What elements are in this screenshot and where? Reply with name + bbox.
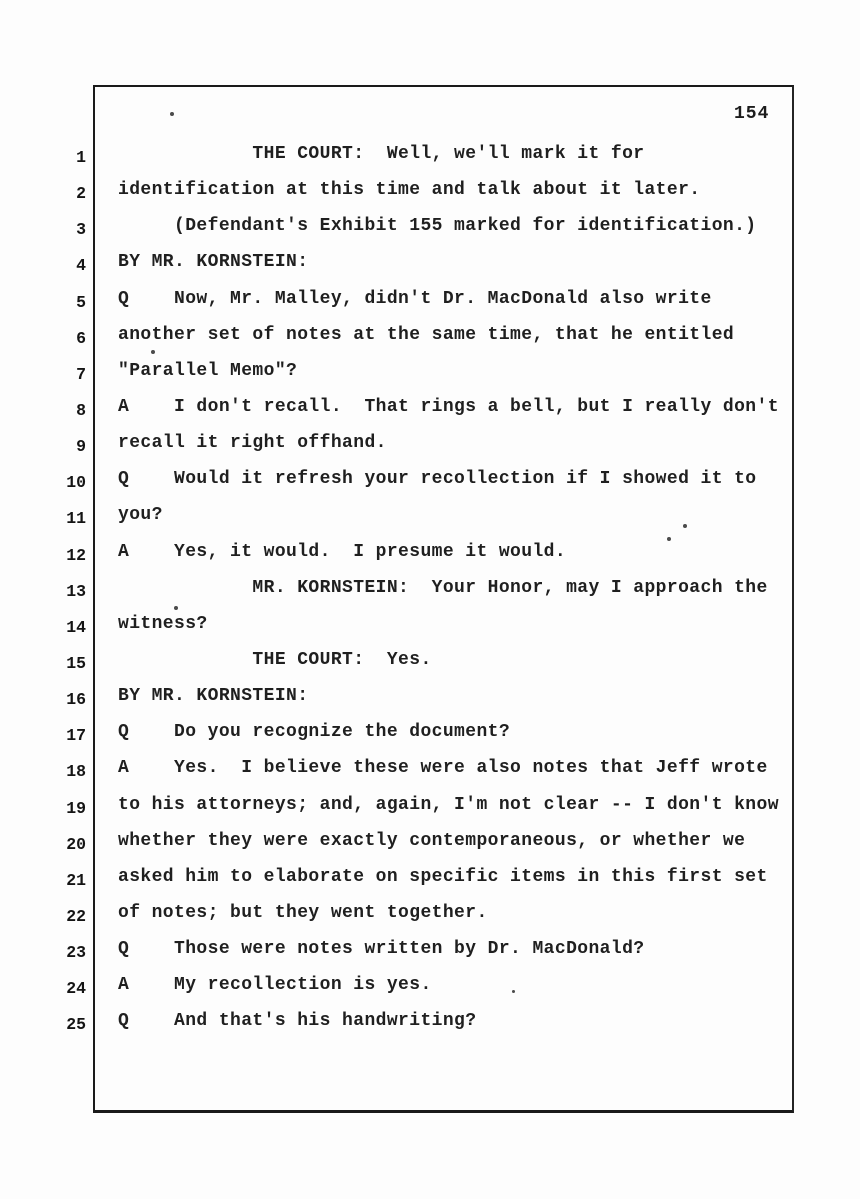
line-text: BY MR. KORNSTEIN: — [118, 252, 309, 273]
page-number: 154 — [734, 104, 770, 124]
line-number: 12 — [66, 545, 86, 565]
line-number: 24 — [66, 979, 86, 999]
transcript-line — [0, 502, 860, 538]
transcript-line — [0, 322, 860, 358]
line-text: A Yes. I believe these were also notes that Jeff wrote — [118, 758, 768, 779]
line-number: 7 — [76, 364, 86, 384]
line-text: A My recollection is yes. — [118, 975, 432, 996]
line-number: 3 — [76, 220, 86, 240]
transcript-line — [0, 611, 860, 647]
line-text: Q Those were notes written by Dr. MacDonald? — [118, 939, 645, 960]
line-text: THE COURT: Well, we'll mark it for — [118, 144, 645, 164]
line-text: witness? — [118, 613, 208, 634]
transcript-line — [0, 719, 860, 755]
transcript-line — [0, 683, 860, 719]
transcript-line — [0, 249, 860, 285]
transcript-line — [0, 430, 860, 466]
line-text: THE COURT: Yes. — [118, 649, 432, 670]
transcript-line — [0, 575, 860, 611]
transcript-line — [0, 864, 860, 900]
line-number: 9 — [76, 437, 86, 457]
line-number: 16 — [66, 690, 86, 710]
line-number: 22 — [66, 906, 86, 926]
line-text: identification at this time and talk about it later. — [118, 180, 701, 201]
line-number: 21 — [66, 870, 86, 890]
line-number: 8 — [76, 400, 86, 420]
line-text: A I don't recall. That rings a bell, but I really don't — [118, 396, 779, 417]
line-text: Q And that's his handwriting? — [118, 1011, 477, 1032]
transcript-line — [0, 286, 860, 322]
line-number: 15 — [66, 653, 86, 673]
line-text: "Parallel Memo"? — [118, 360, 298, 381]
transcript-line — [0, 177, 860, 213]
line-number: 20 — [66, 834, 86, 854]
line-text: A Yes, it would. I presume it would. — [118, 541, 567, 562]
line-number: 6 — [76, 328, 86, 348]
transcript-line — [0, 972, 860, 1008]
line-number: 18 — [66, 762, 86, 782]
line-number: 5 — [76, 292, 86, 312]
transcript-line — [0, 755, 860, 791]
line-number: 11 — [66, 509, 86, 529]
line-text: whether they were exactly contemporaneous, or whether we — [118, 830, 746, 851]
transcript-line — [0, 828, 860, 864]
transcript-line — [0, 792, 860, 828]
line-number: 25 — [66, 1015, 86, 1035]
line-text: Q Do you recognize the document? — [118, 722, 511, 743]
transcript-line — [0, 936, 860, 972]
transcript-line — [0, 394, 860, 430]
transcript-line — [0, 900, 860, 936]
line-number: 10 — [66, 473, 86, 493]
line-number: 14 — [66, 617, 86, 637]
line-text: Q Would it refresh your recollection if I showed it to — [118, 469, 757, 490]
line-number: 2 — [76, 184, 86, 204]
transcript-line — [0, 1008, 860, 1044]
line-number: 1 — [76, 148, 86, 167]
line-text: to his attorneys; and, again, I'm not clear -- I don't know — [118, 794, 779, 815]
line-text: you? — [118, 505, 163, 526]
line-text: BY MR. KORNSTEIN: — [118, 686, 309, 707]
line-text: another set of notes at the same time, that he entitled — [118, 324, 735, 345]
line-number: 19 — [66, 798, 86, 818]
transcript-line — [0, 213, 860, 249]
line-text: asked him to elaborate on specific items in this first set — [118, 866, 768, 887]
line-text: MR. KORNSTEIN: Your Honor, may I approach the — [118, 577, 768, 598]
transcript-line — [0, 466, 860, 502]
line-text: Q Now, Mr. Malley, didn't Dr. MacDonald also write — [118, 288, 712, 309]
scan-artifact — [170, 112, 174, 116]
line-number: 13 — [66, 581, 86, 601]
line-text: recall it right offhand. — [118, 433, 387, 454]
line-number: 4 — [76, 256, 86, 276]
transcript-line — [0, 141, 860, 177]
line-text: of notes; but they went together. — [118, 902, 488, 923]
transcript-line — [0, 539, 860, 575]
line-text: (Defendant's Exhibit 155 marked for identification.) — [118, 216, 757, 237]
transcript-line — [0, 647, 860, 683]
transcript-body — [0, 141, 860, 1045]
transcript-line — [0, 358, 860, 394]
line-number: 23 — [66, 943, 86, 963]
line-number: 17 — [66, 726, 86, 746]
